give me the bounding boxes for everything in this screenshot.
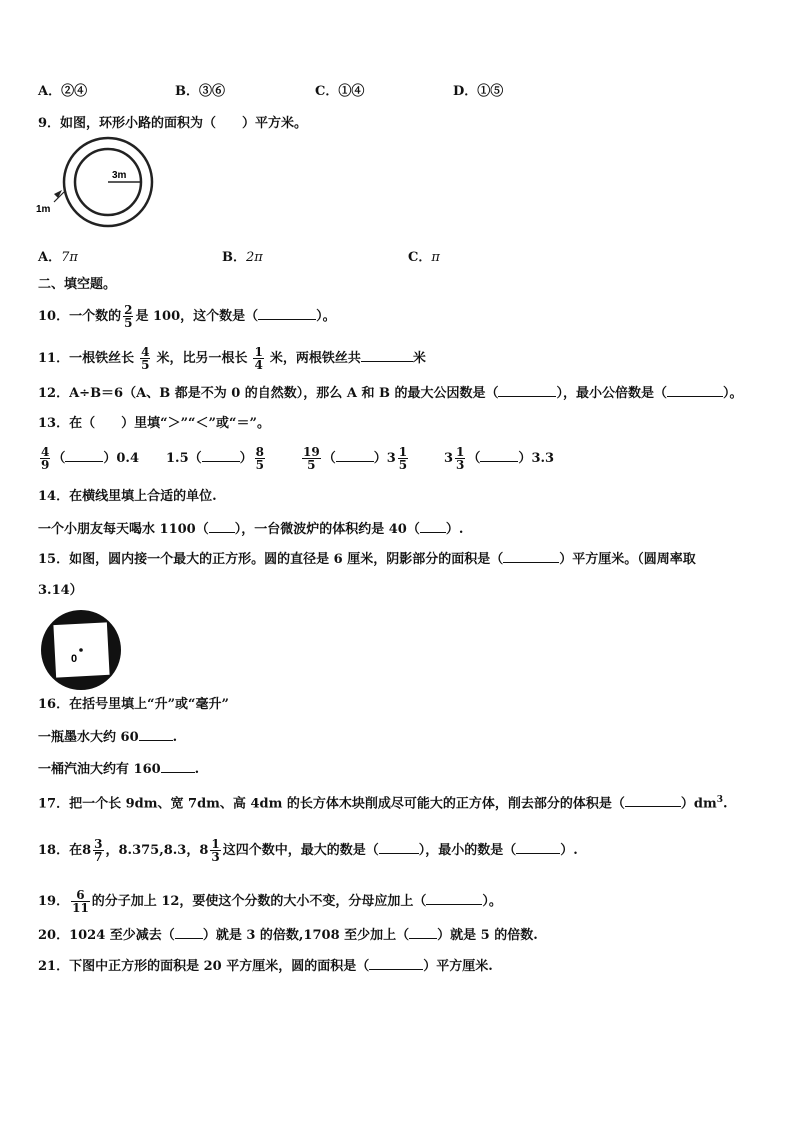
q16-l1-dot: . (172, 730, 178, 745)
q13-i4-lp: （ (467, 451, 481, 466)
q11-fraction-1 (140, 346, 150, 371)
q13-i1-lp: （ (52, 451, 66, 466)
q9-option-c-value: π (431, 250, 440, 265)
q11-pre: 11．一根铁丝长 (38, 351, 135, 366)
q15-circle-square-figure (38, 610, 124, 690)
q13-i3-rp: ） (373, 451, 387, 466)
q16-l1-text: 一瓶墨水大约 60 (38, 730, 139, 745)
q9-option-b (222, 250, 263, 266)
section-title: 二、填空题。 (38, 277, 117, 292)
q13-i4-fden: 3 (456, 458, 465, 472)
q13-i3-num: 19 (303, 445, 320, 459)
q11-num2: 1 (254, 345, 263, 359)
q13-i1-den: 9 (41, 458, 50, 472)
q13-item2-fraction (255, 446, 265, 471)
q13-item3-mixed-fraction (398, 446, 408, 471)
q15-line-2: 3.14） (38, 583, 83, 598)
q18 (38, 838, 578, 863)
q13-i2-left: 1.5 (166, 451, 189, 466)
q10-post: 是 100，这个数是（ (135, 309, 259, 324)
q13-item-4 (444, 446, 554, 471)
q13-item-1 (38, 446, 139, 471)
q8-option-b: B．③⑥ (175, 84, 225, 99)
q21 (38, 958, 493, 975)
q17-dot: . (723, 796, 728, 812)
q12-gcd-blank[interactable] (498, 385, 556, 397)
q15-line1-post: ）平方厘米。（圆周率取 (559, 552, 696, 567)
q13-i2-rp: ） (239, 451, 253, 466)
q8-option-c: C．①④ (315, 84, 365, 99)
q11-den2: 4 (254, 358, 263, 372)
q9-option-a (38, 250, 78, 266)
q18-max-blank[interactable] (379, 842, 419, 854)
q11-den1: 5 (141, 358, 150, 372)
q12-mid: ），最小公倍数是（ (556, 386, 667, 401)
q16-gas-unit-blank[interactable] (161, 761, 195, 773)
q13-item4-blank[interactable] (480, 450, 518, 462)
q9-option-a-label: A． (38, 250, 62, 265)
q21-end: ）平方厘米. (423, 959, 493, 974)
q12 (38, 385, 743, 402)
q15-center-label: 0 (71, 653, 78, 665)
q10-pre: 10．一个数的 (38, 309, 122, 324)
q19-fraction (71, 889, 90, 914)
q13-i1-rp: ） (103, 451, 117, 466)
q10-den: 5 (124, 316, 133, 330)
q19-answer-blank[interactable] (426, 893, 482, 905)
q9-option-b-value: 2π (246, 250, 263, 265)
q10-answer-blank[interactable] (258, 308, 316, 320)
q13-stem: 13．在（ ）里填“＞”“＜”或“＝”。 (38, 416, 270, 431)
q18-fraction-1 (93, 838, 103, 863)
q13-item1-blank[interactable] (65, 450, 103, 462)
q20-mid: ）就是 3 的倍数,1708 至少加上（ (202, 928, 410, 943)
q10-num: 2 (124, 303, 133, 317)
q16-l2-dot: . (194, 762, 200, 777)
q18-pre: 18．在 (38, 843, 83, 858)
q10-fraction (123, 304, 133, 329)
q9-option-c (408, 250, 440, 266)
q13-i2-lp: （ (188, 451, 202, 466)
q18-den2: 3 (211, 850, 220, 864)
q13-i1-num: 4 (41, 445, 50, 459)
q20 (38, 927, 538, 944)
q15-answer-blank[interactable] (503, 551, 559, 563)
q18-whole-2: 8 (199, 842, 209, 858)
q14-line-mid: ），一台微波炉的体积约是 40（ (234, 522, 420, 537)
q14-line (38, 521, 463, 538)
q13-item3-fraction (302, 446, 321, 471)
q10 (38, 304, 336, 329)
q18-den1: 7 (94, 850, 103, 864)
q12-lcm-blank[interactable] (667, 385, 723, 397)
q17 (38, 792, 728, 812)
q13-i3-fden: 5 (398, 458, 408, 472)
q17-end: ）dm (680, 796, 717, 812)
q12-end: ）。 (723, 386, 743, 401)
q11-fraction-2 (253, 346, 263, 371)
q16-ink-unit-blank[interactable] (139, 729, 173, 741)
q18-num1: 3 (94, 837, 103, 851)
q13-i3-lp: （ (322, 451, 336, 466)
q18-min-blank[interactable] (516, 842, 560, 854)
q18-fraction-2 (210, 838, 220, 863)
q17-pre: 17．把一个长 9dm、宽 7dm、高 4dm 的长方体木块削成尽可能大的正方体，削去部分的体积是（ (38, 796, 625, 812)
q13-i3-fnum: 1 (398, 445, 408, 459)
q17-answer-blank[interactable] (625, 795, 681, 807)
q9-radius-label: 3m (112, 170, 127, 181)
q14-stem: 14．在横线里填上合适的单位. (38, 489, 217, 504)
q16-line-1 (38, 729, 177, 746)
q13-i3-whole: 3 (386, 450, 396, 466)
q13-i2-den: 5 (255, 458, 265, 472)
q19-post: 的分子加上 12，要使这个分数的大小不变，分母应加上（ (91, 894, 427, 909)
q12-pre: 12．A÷B＝6（A、B 都是不为 0 的自然数），那么 A 和 B 的最大公因数是（ (38, 386, 499, 401)
q21-answer-blank[interactable] (369, 958, 423, 970)
q13-item2-blank[interactable] (202, 450, 240, 462)
q19-den: 11 (72, 901, 89, 915)
q13-i4-fnum: 1 (456, 445, 465, 459)
q20-add-blank[interactable] (409, 927, 437, 939)
q18-post: 这四个数中，最大的数是（ (222, 843, 379, 858)
q19-num: 6 (71, 889, 90, 902)
q17-exponent: 3 (716, 795, 723, 805)
q13-i4-right: 3.3 (531, 451, 555, 466)
q14-line-end: ）. (445, 522, 464, 537)
q18-end: ）. (560, 843, 578, 858)
q9-option-c-label: C． (408, 250, 432, 265)
q11-num1: 4 (141, 345, 150, 359)
q8-option-d: D．①⑤ (453, 84, 504, 99)
q11-end: 米 (412, 351, 426, 366)
q13-item4-mixed-fraction (455, 446, 465, 471)
q19-pre: 19． (38, 894, 70, 909)
q13-i1-right: 0.4 (116, 451, 140, 466)
q20-subtract-blank[interactable] (175, 927, 203, 939)
q11 (38, 346, 426, 371)
q13-item3-blank[interactable] (336, 450, 374, 462)
q18-mid2: ），最小的数是（ (418, 843, 517, 858)
q18-whole-1: 8 (82, 842, 92, 858)
q15-line-1 (38, 551, 696, 568)
q14-microwave-unit-blank[interactable] (420, 521, 446, 533)
q14-line-pre: 一个小朋友每天喝水 1100（ (38, 522, 209, 537)
q20-end: ）就是 5 的倍数. (437, 928, 538, 943)
q16-line-2 (38, 761, 199, 778)
q16-stem: 16．在括号里填上“升”或“毫升” (38, 697, 230, 712)
q13-i4-rp: ） (518, 451, 532, 466)
q13-item-2 (166, 446, 267, 471)
q21-text: 21．下图中正方形的面积是 20 平方厘米，圆的面积是（ (38, 959, 370, 974)
q20-pre: 20．1024 至少减去（ (38, 928, 175, 943)
q13-item-3 (300, 446, 410, 471)
q19 (38, 889, 502, 914)
q9-width-label: 1m (36, 204, 51, 215)
q16-l2-text: 一桶汽油大约有 160 (38, 762, 161, 777)
q13-i4-whole: 3 (444, 450, 454, 466)
q11-answer-blank[interactable] (361, 350, 413, 362)
q11-mid: 米，比另一根长 (156, 351, 248, 366)
q11-mid2: 米，两根铁丝共 (269, 351, 361, 366)
q18-mid: ，8.375,8.3， (105, 843, 200, 858)
q13-i2-num: 8 (255, 445, 265, 459)
q9-option-a-value: 7π (61, 250, 78, 265)
q9-stem: 9．如图，环形小路的面积为（ ）平方米。 (38, 116, 308, 131)
q10-end: ）。 (316, 309, 336, 324)
q13-i3-den: 5 (307, 458, 316, 472)
q13-item1-fraction (40, 446, 50, 471)
q14-water-unit-blank[interactable] (209, 521, 235, 533)
q8-option-a: A．②④ (38, 84, 88, 99)
q18-num2: 1 (211, 837, 220, 851)
q9-ring-figure (34, 136, 164, 228)
q19-end: ）。 (482, 894, 502, 909)
q15-line1-pre: 15．如图，圆内接一个最大的正方形。圆的直径是 6 厘米，阴影部分的面积是（ (38, 552, 504, 567)
q9-option-b-label: B． (222, 250, 246, 265)
